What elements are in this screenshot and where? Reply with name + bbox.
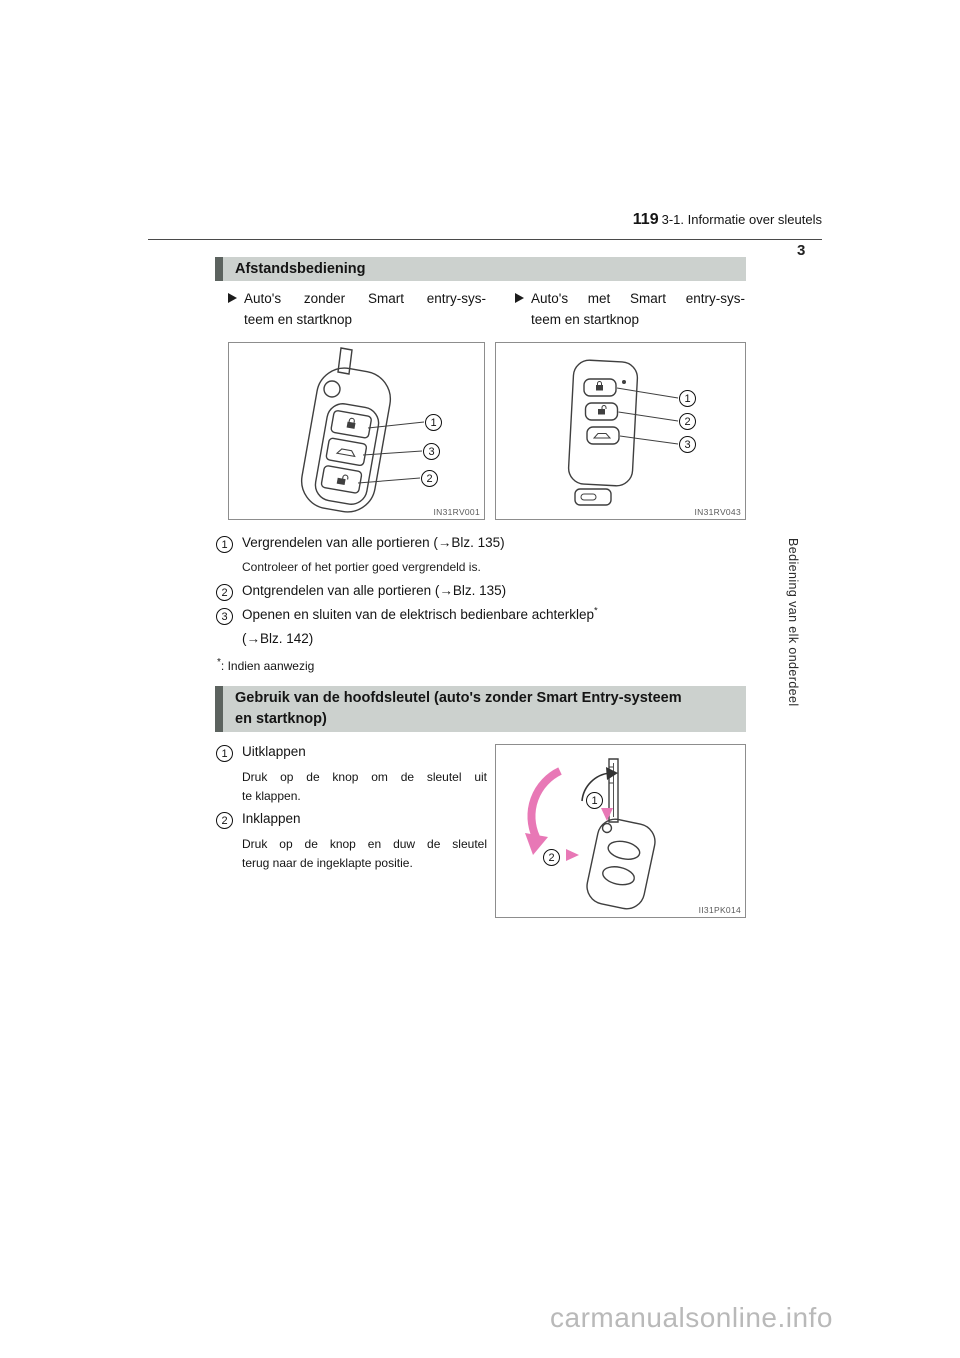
callout-2: 2 [421,470,438,487]
callout-number: 1 [216,745,233,762]
variant-line: Auto's zonder Smart entry-sys- [244,291,486,306]
arrow-marker-icon [515,293,524,303]
section-heading-remote-label: Afstandsbediening [235,261,366,277]
item-text [242,607,598,622]
push-arrow-icon [566,849,579,861]
item-title: Inklappen [242,811,301,826]
callout-number: 1 [216,536,233,553]
callout-number: 2 [216,584,233,601]
heading-line: Gebruik van de hoofdsleutel (auto's zonder Smart Entry-systeem [235,690,682,706]
section-heading-masterkey-label [223,686,682,732]
item-text: Vergrendelen van alle portieren (→Blz. 135) [242,535,505,550]
smart-key-illustration [496,343,745,519]
sidebar-vertical-label: Bediening van elk onderdeel [786,538,800,707]
callout-number: 3 [216,608,233,625]
figure-code: II31PK014 [698,905,741,915]
heading-accent [215,686,223,732]
description-line: terug naar de ingeklapte positie. [242,855,413,870]
list-item-tailgate [216,607,598,625]
figure-key-fold [495,744,746,918]
item-text-continued: (→Blz. 142) [242,631,314,646]
chapter-tab: 3 [797,242,806,259]
footnote [217,657,314,673]
header-rule [148,239,822,240]
callout-1: 1 [586,792,603,809]
footnote-asterisk: * [593,605,598,617]
variant-line: teem en startknop [244,312,353,327]
item-title: Uitklappen [242,744,306,759]
section-heading-remote [215,257,746,281]
heading-line: en startknop) [235,711,327,727]
item-description [242,768,487,805]
callout-1: 1 [679,390,696,407]
item-note: Controleer of het portier goed vergrendeld is. [242,560,481,574]
footnote-text: : Indien aanwezig [220,659,315,673]
figure-smart-key [495,342,746,520]
figure-code: IN31RV043 [694,507,741,517]
item-text: Ontgrendelen van alle portieren (→Blz. 135) [242,583,507,598]
item-description [242,835,487,872]
heading-accent [215,257,223,281]
variant-without-smart-text [244,288,486,330]
page-number: 119 [632,211,659,228]
section-heading-masterkey [215,686,746,732]
description-line: Druk op de knop en duw de sleutel [242,837,487,851]
callout-2: 2 [679,413,696,430]
description-line: Druk op de knop om de sleutel uit [242,770,487,784]
flip-key-illustration [229,343,484,519]
variant-without-smart [228,288,486,330]
callout-number: 2 [216,812,233,829]
callout-3: 3 [423,443,440,460]
callout-2: 2 [543,849,560,866]
figure-remote-flip-key [228,342,485,520]
item-text-main: Openen en sluiten van de elektrisch bedienbare achterklep [242,607,594,622]
list-item-unlock [216,583,506,601]
variant-with-smart [515,288,745,330]
variant-line: Auto's met Smart entry-sys- [531,291,745,306]
callout-1: 1 [425,414,442,431]
page-header [420,211,822,229]
master-item-unfold [216,744,306,762]
figure-code: IN31RV001 [433,507,480,517]
section-title: 3-1. Informatie over sleutels [661,212,822,227]
key-fold-illustration [496,745,745,917]
callout-3: 3 [679,436,696,453]
variant-with-smart-text [531,288,745,330]
flip-arrow-icon [525,771,560,855]
footnote-asterisk: * [217,657,221,668]
watermark: carmanualsonline.info [550,1302,833,1333]
master-item-fold [216,811,301,829]
description-line: te klappen. [242,788,301,803]
arrow-marker-icon [228,293,237,303]
variant-line: teem en startknop [531,312,640,327]
list-item-lock [216,535,505,553]
